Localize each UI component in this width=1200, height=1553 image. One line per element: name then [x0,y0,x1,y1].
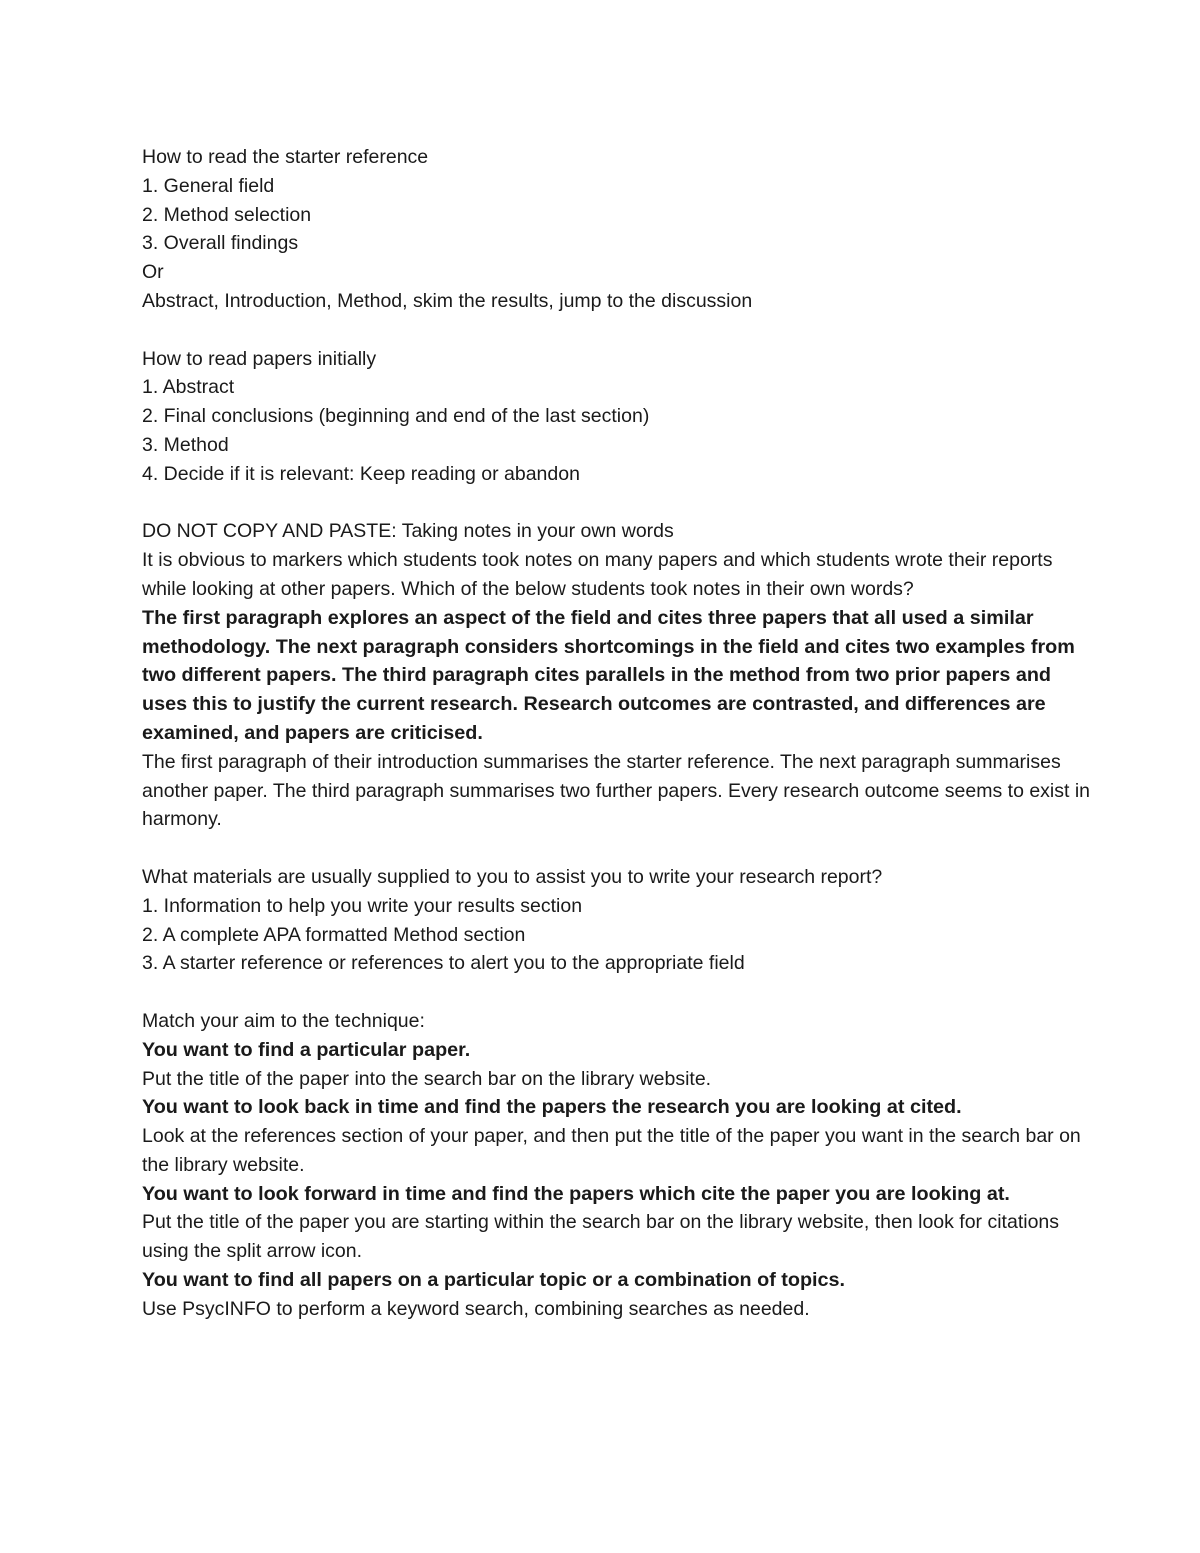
bold-answer-paragraph: The first paragraph explores an aspect of the field and cites three papers that all used a similar methodology. The next paragraph considers shortcomings in the field and cites two examples from two different papers. The third paragraph cites parallels in the method from two prior papers and uses this to justify the current research. Research outcomes are contrasted, and differences are examined, and papers are criticised. [142,606,1075,744]
section-heading: Match your aim to the technique: [142,1009,425,1032]
list-item: 2. Method selection [142,203,312,226]
section-heading: What materials are usually supplied to you to assist you to write your research report? [142,865,883,888]
paragraph-gap [142,834,1092,863]
intro-paragraph: It is obvious to markers which students took notes on many papers and which students wrote their reports while looking at other papers. Which of the below students took notes in their own words? [142,549,1053,600]
technique-text: Put the title of the paper into the search bar on the library website. [142,1067,712,1090]
list-item: 3. A starter reference or references to alert you to the appropriate field [142,952,745,975]
list-item: 1. Abstract [142,376,235,399]
technique-text: Put the title of the paper you are starting within the search bar on the library website, then look for citations using the split arrow icon. [142,1211,1060,1263]
section-heading: DO NOT COPY AND PASTE: Taking notes in your own words [142,520,674,543]
plain-answer-paragraph: The first paragraph of their introduction summarises the starter reference. The next paragraph summarises another paper. The third paragraph summarises two further papers. Every research outcome seems to exist in harmony. [142,750,1091,831]
list-item: 3. Overall findings [142,232,299,255]
aim-text: You want to look back in time and find the papers the research you are looking at cited. [142,1096,962,1119]
list-item: 3. Method [142,433,229,456]
technique-text: Use PsycINFO to perform a keyword search, combining searches as needed. [142,1297,810,1320]
aim-text: You want to find a particular paper. [142,1038,471,1061]
list-item: 1. Information to help you write your results section [142,894,583,917]
section-heading: How to read the starter reference [142,146,429,168]
paragraph-gap [142,489,1092,518]
or-text: Or [142,261,164,284]
technique-text: Look at the references section of your paper, and then put the title of the paper you want in the search bar on the library website. [142,1125,1081,1176]
paragraph-gap [142,316,1092,345]
list-item: 1. General field [142,174,275,197]
paragraph-gap [142,978,1092,1007]
list-item: 4. Decide if it is relevant: Keep reading or abandon [142,462,580,485]
document-page [142,143,1092,1324]
list-item: 2. A complete APA formatted Method section [142,923,526,946]
aim-text: You want to find all papers on a particular topic or a combination of topics. [142,1269,846,1292]
alternative-order: Abstract, Introduction, Method, skim the results, jump to the discussion [142,289,753,312]
list-item: 2. Final conclusions (beginning and end of the last section) [142,405,650,428]
aim-text: You want to look forward in time and find the papers which cite the paper you are looking at. [142,1182,1010,1205]
section-heading: How to read papers initially [142,347,377,370]
